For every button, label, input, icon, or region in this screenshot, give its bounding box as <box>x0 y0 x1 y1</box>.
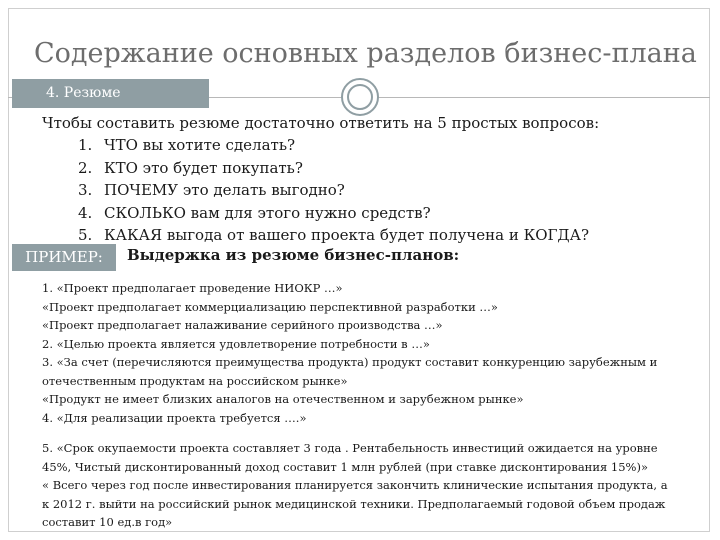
question-item <box>78 179 589 202</box>
excerpt-line: 5. «Срок окупаемости проекта составляет 3 года . Рентабельность инвестиций ожидается на уровне <box>42 441 658 455</box>
example-heading: Выдержка из резюме бизнес-планов: <box>127 246 460 264</box>
excerpt-line: 1. «Проект предполагает проведение НИОКР …» <box>42 281 343 295</box>
question-number: 3. <box>78 181 93 199</box>
question-number: 4. <box>78 203 93 222</box>
question-item <box>78 224 589 247</box>
excerpt-line: 45%, Чистый дисконтированный доход составит 1 млн рублей (при ставке дисконтирования 15%)» <box>42 459 649 474</box>
intro-text: Чтобы составить резюме достаточно ответить на 5 простых вопросов: <box>42 114 600 132</box>
excerpt-line: составит 10 ед.в год» <box>42 515 173 529</box>
excerpt-line: к 2012 г. выйти на российский рынок медицинской техники. Предполагаемый годовой объем продаж <box>42 496 666 511</box>
excerpt-line: «Продукт не имеет близких аналогов на отечественном и зарубежном рынке» <box>42 392 524 406</box>
question-number: 1. <box>78 136 93 154</box>
ring-inner-icon <box>347 84 373 110</box>
question-text: ПОЧЕМУ это делать выгодно? <box>104 181 345 199</box>
excerpt-line: 2. «Целью проекта является удовлетворение потребности в …» <box>42 336 430 351</box>
example-label: ПРИМЕР: <box>12 244 116 271</box>
excerpt-line: «Проект предполагает налаживание серийного производства …» <box>42 318 443 332</box>
questions-list <box>78 134 589 247</box>
excerpt-line: 4. «Для реализации проекта требуется ….» <box>42 410 307 425</box>
question-text: ЧТО вы хотите сделать? <box>104 136 296 154</box>
question-text: СКОЛЬКО вам для этого нужно средств? <box>104 203 431 222</box>
excerpt-line: 3. «За счет (перечисляются преимущества продукта) продукт составит конкуренцию зарубежным и <box>42 355 658 369</box>
excerpt-spacer <box>42 427 708 439</box>
question-number: 5. <box>78 226 93 244</box>
section-tab: 4. Резюме <box>12 79 209 108</box>
question-number: 2. <box>78 158 93 177</box>
slide-title: Содержание основных разделов бизнес-плана <box>34 38 697 69</box>
question-text: КТО это будет покупать? <box>104 158 303 177</box>
excerpt-line: « Всего через год после инвестирования планируется закончить клинические испытания продукта, а <box>42 478 668 492</box>
ring-ornament-icon <box>341 78 379 116</box>
question-text: КАКАЯ выгода от вашего проекта будет получена и КОГДА? <box>104 226 590 244</box>
excerpt-line: отечественным продуктам на российском рынке» <box>42 373 348 388</box>
question-item <box>78 202 589 225</box>
question-item <box>78 157 589 180</box>
excerpts-block <box>42 279 708 532</box>
question-item <box>78 134 589 157</box>
excerpt-line: «Проект предполагает коммерциализацию перспективной разработки …» <box>42 299 498 314</box>
